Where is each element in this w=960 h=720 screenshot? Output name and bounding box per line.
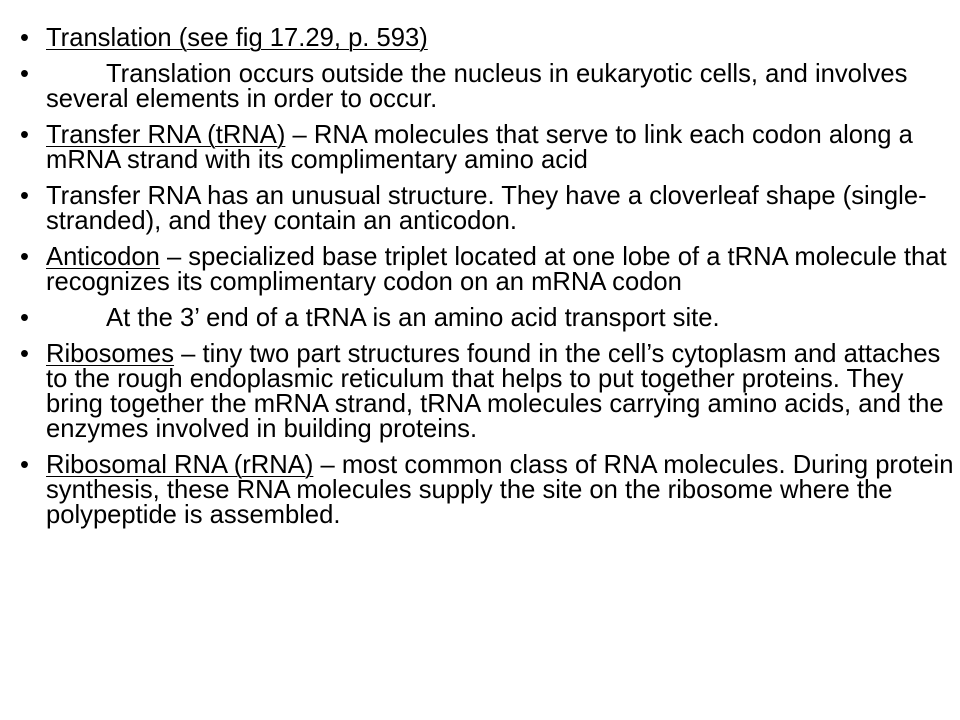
bullet-dot: • xyxy=(20,243,29,271)
bullet-dot: • xyxy=(20,304,29,332)
bullet-dot: • xyxy=(20,60,29,88)
bullet-trna-structure xyxy=(20,184,955,234)
bullet-text: Transfer RNA has an unusual structure. They have a cloverleaf shape (single-stranded), and they contain an anticodon. xyxy=(46,182,927,235)
bullet-translation-heading xyxy=(20,26,955,51)
section-title: Translation (see fig 17.29, p. 593) xyxy=(46,24,428,52)
bullet-trna-definition xyxy=(20,123,955,173)
term-trna: Transfer RNA (tRNA) xyxy=(46,121,286,149)
definition-text: – most common class of RNA molecules. During protein synthesis, these RNA molecules supply the site on the ribosome where the polypeptide is assembled. xyxy=(46,451,954,529)
term-ribosomes: Ribosomes xyxy=(46,340,175,368)
bullet-anticodon-definition xyxy=(20,245,955,295)
definition-text: – RNA molecules that serve to link each codon along a mRNA strand with its complimentary amino acid xyxy=(46,121,913,174)
term-rrna: Ribosomal RNA (rRNA) xyxy=(46,451,314,479)
bullet-list xyxy=(20,26,955,539)
definition-text: – specialized base triplet located at one lobe of a tRNA molecule that recognizes its complimentary codon on an mRNA codon xyxy=(46,243,947,296)
bullet-dot: • xyxy=(20,340,29,368)
bullet-text: Translation occurs outside the nucleus in eukaryotic cells, and involves several elements in order to occur. xyxy=(46,60,908,113)
bullet-dot: • xyxy=(20,121,29,149)
definition-text: – tiny two part structures found in the cell’s cytoplasm and attaches to the rough endoplasmic reticulum that helps to put together proteins. They bring together the mRNA strand, tRNA molecules carrying amino acids, and the enzymes involved in building proteins. xyxy=(46,340,944,443)
bullet-dot: • xyxy=(20,451,29,479)
bullet-translation-location xyxy=(20,62,955,112)
term-anticodon: Anticodon xyxy=(46,243,160,271)
bullet-dot: • xyxy=(20,182,29,210)
bullet-dot: • xyxy=(20,24,29,52)
bullet-rrna-definition xyxy=(20,453,955,528)
bullet-trna-transport-site xyxy=(20,306,955,331)
bullet-ribosomes-definition xyxy=(20,342,955,442)
bullet-text: At the 3’ end of a tRNA is an amino acid transport site. xyxy=(106,304,720,332)
